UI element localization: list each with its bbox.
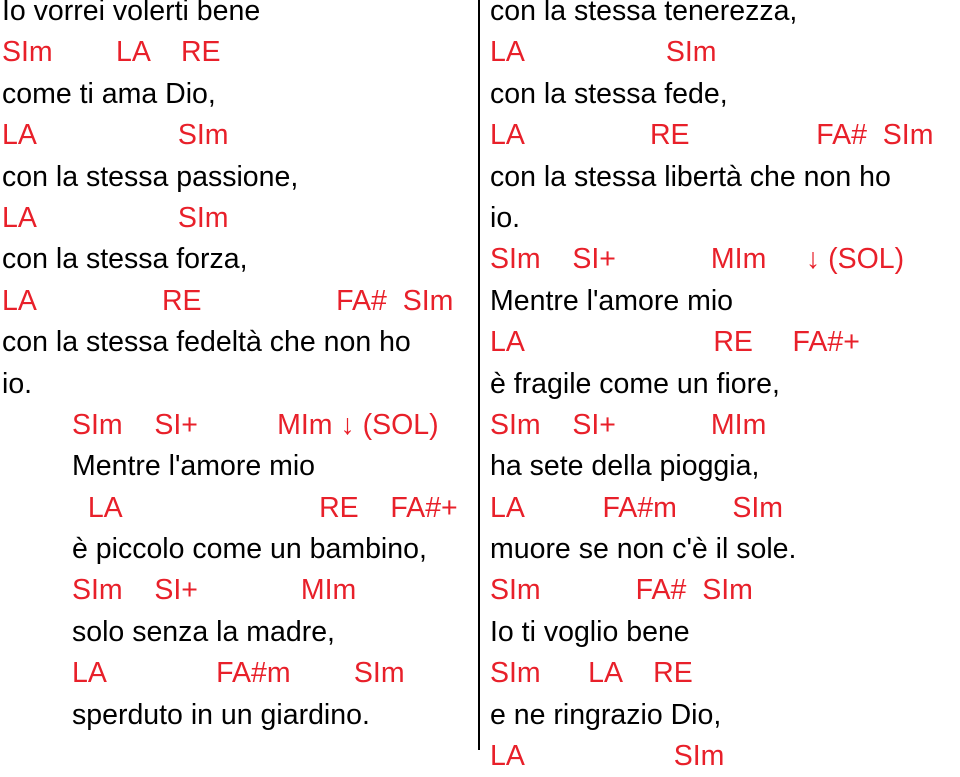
chord-line: SIm SI+ MIm (72, 574, 357, 607)
chord-line: LA RE FA#+ (72, 491, 458, 524)
lyric-line: muore se non c'è il sole. (490, 533, 797, 566)
lyric-line: io. (490, 201, 521, 234)
lyric-line: ha sete della pioggia, (490, 450, 760, 483)
chord-line: LA RE FA# SIm (490, 119, 934, 152)
chord-line: SIm LA RE (2, 36, 221, 69)
column-divider (478, 0, 480, 750)
lyric-line: sperduto in un giardino. (72, 698, 370, 731)
lyric-line: con la stessa fede, (490, 77, 728, 110)
lyric-line: con la stessa libertà che non ho (490, 160, 891, 193)
chord-line: LA SIm (2, 201, 229, 234)
lyric-line: Mentre l'amore mio (72, 450, 316, 483)
lyric-line: con la stessa passione, (2, 160, 299, 193)
chord-line: LA SIm (490, 740, 725, 773)
lyric-line: con la stessa fedeltà che non ho (2, 326, 411, 359)
chord-line: SIm SI+ MIm ↓ (SOL) (490, 243, 905, 276)
chord-line: LA FA#m SIm (490, 491, 784, 524)
left-column (2, 0, 474, 736)
lyric-line: con la stessa tenerezza, (490, 0, 798, 27)
chord-line: SIm SI+ MIm (490, 408, 767, 441)
chord-line: LA RE FA# SIm (2, 284, 454, 317)
chord-line: LA SIm (2, 119, 229, 152)
chord-line: LA RE FA#+ (490, 326, 860, 359)
chord-line: SIm FA# SIm (490, 574, 753, 607)
right-column (490, 0, 960, 777)
lyric-line: Io vorrei volerti bene (2, 0, 261, 27)
chord-line: SIm LA RE (490, 657, 693, 690)
lyric-line: Io ti voglio bene (490, 615, 690, 648)
lyric-line: io. (2, 367, 33, 400)
lyric-line: con la stessa forza, (2, 243, 248, 276)
lyric-line: solo senza la madre, (72, 615, 335, 648)
lyric-line: è fragile come un fiore, (490, 367, 780, 400)
lyric-line: e ne ringrazio Dio, (490, 698, 722, 731)
chord-line: LA SIm (490, 36, 717, 69)
lyric-line: Mentre l'amore mio (490, 284, 734, 317)
lyric-line: è piccolo come un bambino, (72, 533, 427, 566)
lyric-line: come ti ama Dio, (2, 77, 216, 110)
chord-line: LA FA#m SIm (72, 657, 405, 690)
chord-line: SIm SI+ MIm ↓ (SOL) (72, 408, 439, 441)
